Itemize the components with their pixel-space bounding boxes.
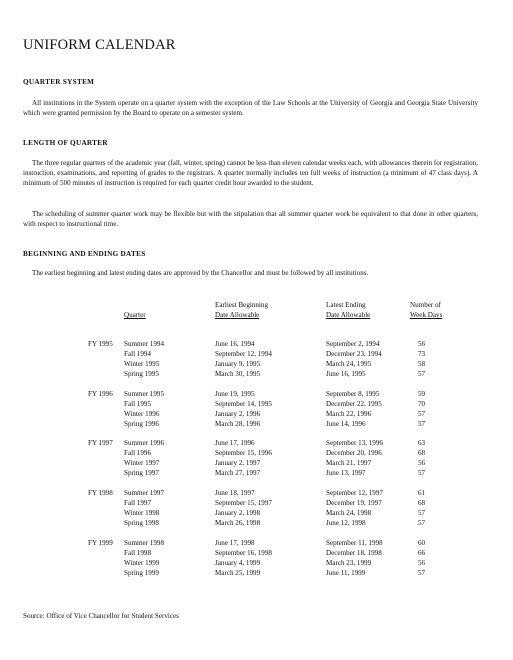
quarter-cell: Summer 1997	[124, 489, 164, 497]
end-date-cell: September 2, 1994	[326, 340, 380, 348]
begin-date-cell: June 17, 1996	[215, 439, 255, 447]
header-earliest-beginning: Earliest Beginning Date Allowable	[215, 301, 268, 320]
begin-date-cell: September 16, 1998	[215, 549, 272, 557]
end-date-cell: September 8, 1995	[326, 390, 380, 398]
begin-date-cell: September 14, 1995	[215, 400, 272, 408]
header-latest-ending: Latest Ending Date Allowable	[326, 301, 371, 320]
end-date-cell: March 21, 1997	[326, 459, 372, 467]
fiscal-year-label: FY 1998	[88, 489, 113, 497]
end-date-cell: December 20, 1996	[326, 449, 382, 457]
begin-date-cell: March 30, 1995	[215, 370, 261, 378]
week-days-cell: 59	[418, 390, 426, 398]
week-days-cell: 57	[418, 569, 426, 577]
quarter-cell: Spring 1996	[124, 420, 159, 428]
week-days-cell: 57	[418, 519, 426, 527]
begin-date-cell: September 15, 1996	[215, 449, 272, 457]
begin-date-cell: March 28, 1996	[215, 420, 261, 428]
week-days-cell: 58	[418, 360, 426, 368]
begin-date-cell: June 17, 1998	[215, 539, 255, 547]
quarter-cell: Winter 1995	[124, 360, 160, 368]
quarter-cell: Fall 1996	[124, 449, 151, 457]
beginning-ending-paragraph: The earliest beginning and latest ending dates are approved by the Chancellor and must be followed by all institutions.	[32, 269, 369, 277]
begin-date-cell: March 26, 1998	[215, 519, 261, 527]
week-days-cell: 56	[418, 459, 426, 467]
quarter-system-paragraph: All institutions in the System operate on a quarter system with the exception of the Law Schools at the University of Georgia and Georgia State University which were granted permission by the Board to operate on a semester system.	[23, 99, 478, 118]
quarter-cell: Summer 1994	[124, 340, 164, 348]
end-date-cell: September 13, 1996	[326, 439, 383, 447]
end-date-cell: March 22, 1996	[326, 410, 372, 418]
quarter-cell: Fall 1998	[124, 549, 151, 557]
header-quarter: Quarter	[124, 311, 146, 319]
begin-date-cell: January 4, 1999	[215, 559, 261, 567]
length-of-quarter-paragraph-2: The scheduling of summer quarter work may be flexible but with the stipulation that all summer quarter work be equivalent to that done in other quarters, with respect to instructional time.	[23, 210, 478, 229]
week-days-cell: 63	[418, 439, 426, 447]
end-date-cell: September 11, 1998	[326, 539, 383, 547]
end-date-cell: March 24, 1998	[326, 509, 372, 517]
week-days-cell: 73	[418, 350, 426, 358]
quarter-cell: Fall 1994	[124, 350, 151, 358]
week-days-cell: 68	[418, 449, 426, 457]
quarter-cell: Fall 1995	[124, 400, 151, 408]
begin-date-cell: January 9, 1995	[215, 360, 261, 368]
begin-date-cell: January 2, 1997	[215, 459, 261, 467]
week-days-cell: 70	[418, 400, 426, 408]
quarter-cell: Spring 1997	[124, 469, 159, 477]
week-days-cell: 57	[418, 370, 426, 378]
length-of-quarter-paragraph-1: The three regular quarters of the academic year (fall, winter, spring) cannot be less than eleven calendar weeks each, with allowances therein for registration, instruction, examinations, and reporting of grades to the registrars. A quarter normally includes ten full weeks of instruction (a minimum of 47 class days). A minimum of 500 minutes of instruction is required for each quarter credit hour awarded to the student.	[23, 159, 478, 188]
fiscal-year-label: FY 1996	[88, 390, 113, 398]
quarter-cell: Spring 1995	[124, 370, 159, 378]
end-date-cell: March 23, 1999	[326, 559, 372, 567]
week-days-cell: 57	[418, 410, 426, 418]
header-week-days: Number of Week Days	[410, 301, 443, 320]
end-date-cell: June 12, 1998	[326, 519, 366, 527]
begin-date-cell: March 25, 1999	[215, 569, 261, 577]
quarter-cell: Winter 1997	[124, 459, 160, 467]
end-date-cell: June 16, 1995	[326, 370, 366, 378]
end-date-cell: December 18, 1998	[326, 549, 382, 557]
begin-date-cell: June 18, 1997	[215, 489, 255, 497]
end-date-cell: March 24, 1995	[326, 360, 372, 368]
source-note: Source: Office of Vice Chancellor for Student Services	[23, 612, 179, 620]
quarter-cell: Summer 1996	[124, 439, 164, 447]
week-days-cell: 57	[418, 420, 426, 428]
begin-date-cell: June 19, 1995	[215, 390, 255, 398]
begin-date-cell: January 2, 1998	[215, 509, 261, 517]
end-date-cell: June 11, 1999	[326, 569, 366, 577]
fiscal-year-label: FY 1995	[88, 340, 113, 348]
quarter-cell: Spring 1998	[124, 519, 159, 527]
end-date-cell: June 13, 1997	[326, 469, 366, 477]
week-days-cell: 68	[418, 499, 426, 507]
fiscal-year-label: FY 1997	[88, 439, 113, 447]
week-days-cell: 61	[418, 489, 426, 497]
quarter-cell: Winter 1996	[124, 410, 160, 418]
week-days-cell: 66	[418, 549, 426, 557]
length-of-quarter-heading: LENGTH OF QUARTER	[23, 139, 108, 147]
end-date-cell: June 14, 1996	[326, 420, 366, 428]
quarter-cell: Winter 1998	[124, 509, 160, 517]
fiscal-year-label: FY 1999	[88, 539, 113, 547]
end-date-cell: December 23, 1994	[326, 350, 382, 358]
begin-date-cell: March 27, 1997	[215, 469, 261, 477]
begin-date-cell: June 16, 1994	[215, 340, 255, 348]
end-date-cell: September 12, 1997	[326, 489, 383, 497]
begin-date-cell: September 15, 1997	[215, 499, 272, 507]
quarter-cell: Summer 1998	[124, 539, 164, 547]
week-days-cell: 57	[418, 469, 426, 477]
week-days-cell: 60	[418, 539, 426, 547]
quarter-system-heading: QUARTER SYSTEM	[23, 78, 95, 86]
week-days-cell: 56	[418, 559, 426, 567]
end-date-cell: December 22, 1995	[326, 400, 382, 408]
quarter-cell: Summer 1995	[124, 390, 164, 398]
week-days-cell: 56	[418, 340, 426, 348]
quarter-cell: Winter 1999	[124, 559, 160, 567]
begin-date-cell: January 2, 1996	[215, 410, 261, 418]
week-days-cell: 57	[418, 509, 426, 517]
quarter-cell: Fall 1997	[124, 499, 151, 507]
page-title: UNIFORM CALENDAR	[23, 37, 176, 53]
beginning-ending-heading: BEGINNING AND ENDING DATES	[23, 250, 146, 258]
begin-date-cell: September 12, 1994	[215, 350, 272, 358]
end-date-cell: December 19, 1997	[326, 499, 382, 507]
quarter-cell: Spring 1999	[124, 569, 159, 577]
